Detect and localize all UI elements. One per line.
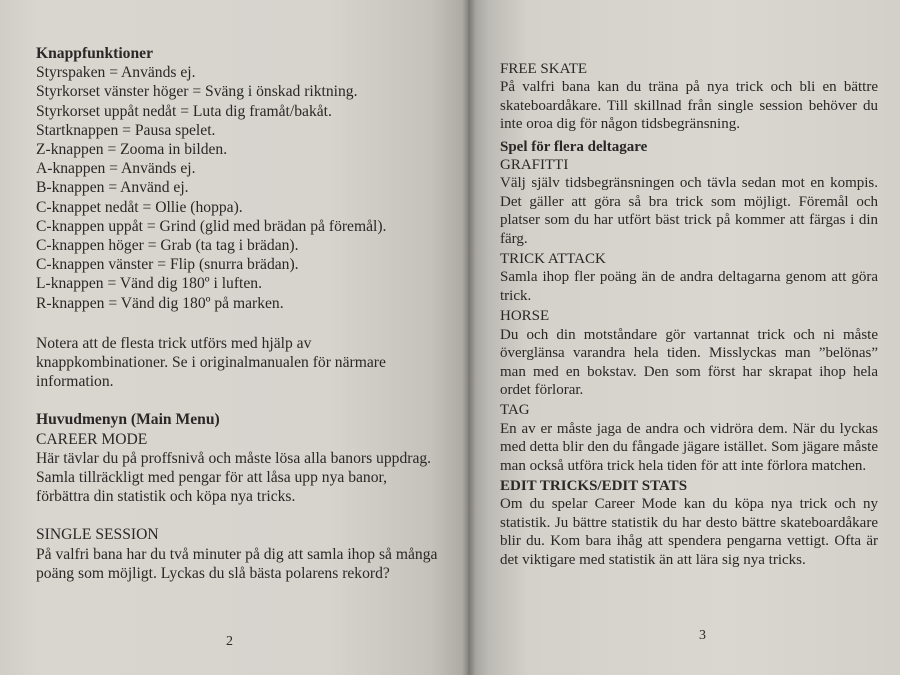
button-line: C-knappen uppåt = Grind (glid med brädan på föremål). xyxy=(36,217,387,235)
edit-tricks-text: Om du spelar Career Mode kan du köpa nya trick och ny statistik. Ju bättre statistik du har desto bättre skateboardåkare blir du. Kom bara ihåg att spendera pengarna vettigt. Ofta är det viktigare med statistik än att lära sig nya tricks. xyxy=(500,496,878,568)
page-number-left: 2 xyxy=(226,634,233,649)
button-line: L-knappen = Vänd dig 180º i luften. xyxy=(36,275,262,293)
button-list xyxy=(36,63,448,313)
main-menu-heading: Huvudmenyn (Main Menu) xyxy=(36,411,220,429)
grafitti-title: GRAFITTI xyxy=(500,157,569,174)
button-line: Styrkorset vänster höger = Sväng i önskad riktning. xyxy=(36,83,358,101)
grafitti-text: Välj själv tidsbegränsningen och tävla sedan mot en kompis. Det gäller att göra så bra trick som möjligt. Föremål och platser som du har utfört bäst trick på kommer att färgas i din färg. xyxy=(500,175,878,247)
page-number-right: 3 xyxy=(699,628,706,643)
button-line: C-knappet nedåt = Ollie (hoppa). xyxy=(36,198,243,216)
multiplayer-heading: Spel för flera deltagare xyxy=(500,138,648,155)
horse-text: Du och din motståndare gör vartannat trick och ni måste överglänsa varandra hela tiden. Misslyckas man ”belönas” man med en bokstav. Den som först har skrapat ihop hela ordet förlorar. xyxy=(500,326,878,398)
career-mode-title: CAREER MODE xyxy=(36,430,148,448)
button-line: C-knappen höger = Grab (ta tag i brädan). xyxy=(36,237,299,255)
single-session-title: SINGLE SESSION xyxy=(36,526,159,544)
button-functions-heading: Knappfunktioner xyxy=(36,45,153,62)
button-line: C-knappen vänster = Flip (snurra brädan). xyxy=(36,256,299,274)
trick-attack-title: TRICK ATTACK xyxy=(500,251,606,268)
button-line: Styrkorset uppåt nedåt = Luta dig framåt/bakåt. xyxy=(36,102,332,120)
career-mode-text: Här tävlar du på proffsnivå och måste lösa alla banors uppdrag. Samla tillräckligt med pengar för att låsa upp nya banor, förbättra din statistik och köpa nya tricks. xyxy=(36,449,432,506)
button-line: A-knappen = Används ej. xyxy=(36,160,196,178)
tag-text: En av er måste jaga de andra och vidröra dem. När du lyckas med detta blir den du fångade jägare istället. Som jägare måste man också utföra trick hela tiden för att inte förlora matchen. xyxy=(500,420,878,474)
horse-title: HORSE xyxy=(500,308,550,325)
trick-attack-text: Samla ihop fler poäng än de andra deltagarna genom att göra trick. xyxy=(500,269,878,304)
button-line: R-knappen = Vänd dig 180º på marken. xyxy=(36,294,284,312)
button-line: Startknappen = Pausa spelet. xyxy=(36,121,216,139)
free-skate-title: FREE SKATE xyxy=(500,61,588,77)
tag-title: TAG xyxy=(500,402,530,419)
button-line: B-knappen = Använd ej. xyxy=(36,179,189,197)
single-session-text: På valfri bana har du två minuter på dig att samla ihop så många poäng som möjligt. Lyckas du slå bästa polarens rekord? xyxy=(36,545,438,582)
free-skate-text: På valfri bana kan du träna på nya trick och bli en bättre skateboardåkare. Till skillnad från single session behöver du inte oroa dig för någon tidsbegränsning. xyxy=(500,79,878,133)
button-line: Styrspaken = Används ej. xyxy=(36,64,196,82)
edit-tricks-heading: EDIT TRICKS/EDIT STATS xyxy=(500,477,688,494)
button-line: Z-knappen = Zooma in bilden. xyxy=(36,141,228,159)
book-gutter xyxy=(462,0,476,675)
right-page xyxy=(468,0,900,675)
combo-note: Notera att de flesta trick utförs med hjälp av knappkombinationer. Se i originalmanualen för närmare information. xyxy=(36,334,386,391)
